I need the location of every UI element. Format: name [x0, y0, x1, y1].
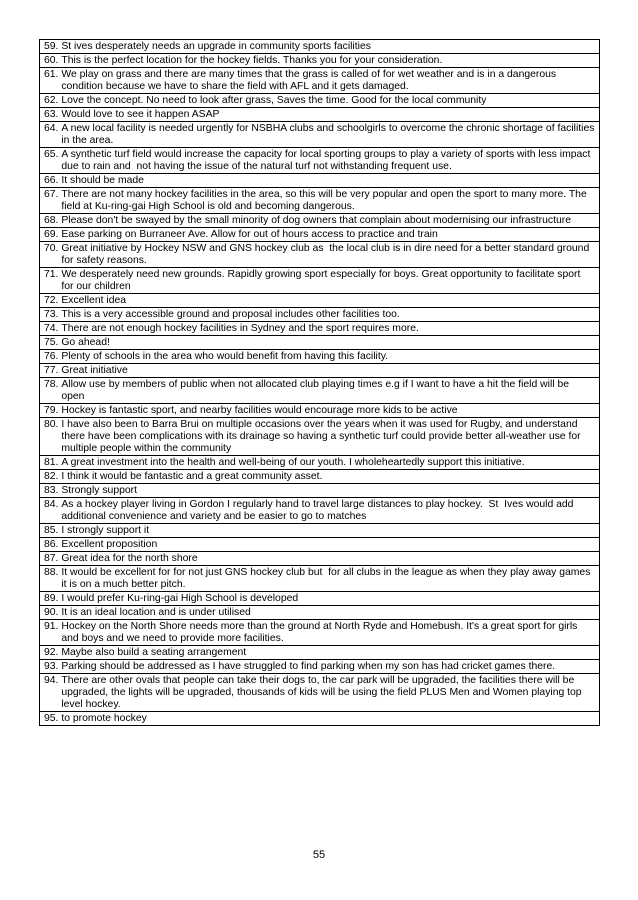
comment-entry [44, 295, 595, 307]
comment-number: 69. [44, 229, 59, 240]
comment-text: It should be made [61, 175, 144, 186]
comment-text: to promote hockey [61, 713, 147, 724]
comment-number: 59. [44, 41, 59, 52]
comment-entry [44, 351, 595, 363]
comment-row [40, 268, 600, 294]
comment-entry [44, 457, 595, 469]
comment-number: 76. [44, 351, 59, 362]
comment-cell [40, 418, 600, 456]
comment-number: 61. [44, 69, 59, 80]
comment-cell [40, 214, 600, 228]
comment-text: Ease parking on Burraneer Ave. Allow for out of hours access to practice and train [61, 229, 438, 240]
comment-row [40, 364, 600, 378]
comment-row [40, 552, 600, 566]
comment-number: 60. [44, 55, 59, 66]
comment-entry [44, 243, 595, 267]
comment-text: I would prefer Ku-ring-gai High School is developed [61, 593, 299, 604]
comment-cell [40, 538, 600, 552]
comment-entry [44, 661, 595, 673]
comment-entry [44, 229, 595, 241]
comment-cell [40, 322, 600, 336]
comment-number: 95. [44, 713, 59, 724]
comment-row [40, 228, 600, 242]
comment-entry [44, 567, 595, 591]
comment-entry [44, 607, 595, 619]
comment-entry [44, 95, 595, 107]
comment-row [40, 308, 600, 322]
comment-text: Maybe also build a seating arrangement [61, 647, 247, 658]
comment-row [40, 350, 600, 364]
comment-text: I have also been to Barra Brui on multiple occasions over the years when it was used for Rugby, and understand there have been complications with its drainage so having a synthetic turf could provide better all-weather use for multiple people within the community [61, 419, 584, 454]
comment-text: Hockey on the North Shore needs more than the ground at North Ryde and Homebush. It's a great sport for girls and boys and we need to provide more facilities. [61, 621, 581, 644]
comment-text: Excellent idea [61, 295, 127, 306]
comment-number: 75. [44, 337, 59, 348]
comment-cell [40, 552, 600, 566]
comment-row [40, 188, 600, 214]
comment-text: We play on grass and there are many times that the grass is called of for wet weather and is in a dangerous condition because we have to share the field with AFL and it gets damaged. [61, 69, 560, 92]
comment-row [40, 336, 600, 350]
comment-text: Strongly support [61, 485, 138, 496]
comment-entry [44, 539, 595, 551]
comment-number: 68. [44, 215, 59, 226]
comment-entry [44, 69, 595, 93]
comment-entry [44, 499, 595, 523]
comment-cell [40, 308, 600, 322]
comment-number: 65. [44, 149, 59, 160]
comment-entry [44, 123, 598, 147]
comment-entry [44, 405, 595, 417]
comments-table [39, 39, 600, 726]
comment-row [40, 674, 600, 712]
comment-cell [40, 54, 600, 68]
comment-cell [40, 592, 600, 606]
comment-text: There are not many hockey facilities in the area, so this will be very popular and open the sport to many more. The field at Ku-ring-gai High School is old and becoming dangerous. [61, 189, 590, 212]
comment-entry [44, 647, 595, 659]
comment-entry [44, 215, 595, 227]
comment-text: I strongly support it [61, 525, 150, 536]
comment-text: Please don't be swayed by the small minority of dog owners that complain about modernising our infrastructure [61, 215, 572, 226]
comment-row [40, 108, 600, 122]
comment-row [40, 712, 600, 726]
comment-cell [40, 606, 600, 620]
comment-text: A synthetic turf field would increase the capacity for local sporting groups to play a variety of sports with less impact due to rain and not having the issue of the natural turf not withstanding frequent use. [61, 149, 594, 172]
comment-row [40, 606, 600, 620]
comment-text: Parking should be addressed as I have struggled to find parking when my son has had cricket games there. [61, 661, 556, 672]
comment-number: 73. [44, 309, 59, 320]
comment-entry [44, 269, 595, 293]
comment-cell [40, 122, 600, 148]
comment-row [40, 404, 600, 418]
comment-row [40, 54, 600, 68]
comment-number: 81. [44, 457, 59, 468]
comment-cell [40, 660, 600, 674]
comment-cell [40, 470, 600, 484]
comment-row [40, 294, 600, 308]
comment-entry [44, 621, 595, 645]
comment-number: 72. [44, 295, 59, 306]
comment-row [40, 620, 600, 646]
comment-cell [40, 40, 600, 54]
comment-row [40, 498, 600, 524]
comment-number: 78. [44, 379, 59, 390]
comment-entry [44, 713, 595, 725]
comment-cell [40, 712, 600, 726]
comment-number: 67. [44, 189, 59, 200]
comment-number: 87. [44, 553, 59, 564]
comment-text: Would love to see it happen ASAP [61, 109, 220, 120]
comment-row [40, 470, 600, 484]
comment-entry [44, 337, 595, 349]
comment-cell [40, 294, 600, 308]
comment-entry [44, 41, 595, 53]
comment-text: It would be excellent for for not just GNS hockey club but for all clubs in the league as when they play away games it is on a much better pitch. [61, 567, 594, 590]
comment-row [40, 174, 600, 188]
comment-number: 83. [44, 485, 59, 496]
comment-cell [40, 378, 600, 404]
comment-text: St ives desperately needs an upgrade in community sports facilities [61, 41, 371, 52]
comment-number: 77. [44, 365, 59, 376]
comment-entry [44, 149, 595, 173]
comment-number: 89. [44, 593, 59, 604]
comment-text: This is the perfect location for the hockey fields. Thanks you for your consideration. [61, 55, 443, 66]
comment-cell [40, 620, 600, 646]
comment-cell [40, 94, 600, 108]
comment-entry [44, 309, 595, 321]
comment-number: 91. [44, 621, 59, 632]
comment-row [40, 242, 600, 268]
comment-cell [40, 350, 600, 364]
comment-entry [44, 471, 595, 483]
comment-cell [40, 174, 600, 188]
comment-cell [40, 484, 600, 498]
comment-number: 63. [44, 109, 59, 120]
comment-text: A new local facility is needed urgently for NSBHA clubs and schoolgirls to overcome the chronic shortage of facilities in the area. [61, 123, 598, 146]
comment-cell [40, 404, 600, 418]
comment-number: 90. [44, 607, 59, 618]
comments-page [39, 39, 600, 726]
comment-row [40, 40, 600, 54]
comment-row [40, 94, 600, 108]
comment-text: Great initiative [61, 365, 128, 376]
comment-number: 82. [44, 471, 59, 482]
comment-row [40, 322, 600, 336]
comment-row [40, 660, 600, 674]
comment-number: 66. [44, 175, 59, 186]
comment-entry [44, 189, 595, 213]
comment-text: Great idea for the north shore [61, 553, 198, 564]
comment-entry [44, 675, 595, 711]
comment-cell [40, 108, 600, 122]
comment-cell [40, 456, 600, 470]
comment-text: Excellent proposition [61, 539, 158, 550]
comment-row [40, 538, 600, 552]
comment-number: 70. [44, 243, 59, 254]
comment-text: Hockey is fantastic sport, and nearby facilities would encourage more kids to be active [61, 405, 458, 416]
comment-cell [40, 242, 600, 268]
comment-cell [40, 148, 600, 174]
comment-row [40, 566, 600, 592]
comment-number: 74. [44, 323, 59, 334]
comment-entry [44, 593, 595, 605]
comment-text: As a hockey player living in Gordon I regularly hand to travel large distances to play hockey. St Ives would add additional convenience and variety and be easier to go to matches [61, 499, 577, 522]
comment-number: 79. [44, 405, 59, 416]
comment-cell [40, 646, 600, 660]
comment-cell [40, 268, 600, 294]
comment-text: There are not enough hockey facilities in Sydney and the sport requires more. [61, 323, 419, 334]
comment-cell [40, 566, 600, 592]
comment-text: There are other ovals that people can take their dogs to, the car park will be upgraded, the facilities there will be upgraded, the lights will be upgraded, thousands of kids will be using the field PLUS Men and Women playing top level hockey. [61, 675, 585, 710]
comment-number: 88. [44, 567, 59, 578]
comment-number: 93. [44, 661, 59, 672]
comment-cell [40, 524, 600, 538]
comment-number: 94. [44, 675, 59, 686]
comment-number: 85. [44, 525, 59, 536]
comment-cell [40, 336, 600, 350]
comment-text: Allow use by members of public when not allocated club playing times e.g if I want to have a hit the field will be open [61, 379, 572, 402]
comment-text: Go ahead! [61, 337, 110, 348]
page-number: 55 [312, 849, 326, 861]
comment-number: 84. [44, 499, 59, 510]
comment-row [40, 68, 600, 94]
comment-text: A great investment into the health and well-being of our youth. I wholeheartedly support this initiative. [61, 457, 525, 468]
comment-text: This is a very accessible ground and proposal includes other facilities too. [61, 309, 400, 320]
comment-cell [40, 674, 600, 712]
comment-cell [40, 228, 600, 242]
comment-row [40, 214, 600, 228]
comment-row [40, 592, 600, 606]
comment-text: Love the concept. No need to look after grass, Saves the time. Good for the local community [61, 95, 487, 106]
comments-table-body [40, 40, 600, 726]
comment-entry [44, 419, 595, 455]
comment-number: 64. [44, 123, 59, 134]
comment-entry [44, 553, 595, 565]
comment-entry [44, 323, 595, 335]
comment-text: Plenty of schools in the area who would benefit from having this facility. [61, 351, 389, 362]
comment-cell [40, 364, 600, 378]
comment-row [40, 378, 600, 404]
comment-entry [44, 175, 595, 187]
comment-text: We desperately need new grounds. Rapidly growing sport especially for boys. Great opportunity to facilitate sport for our children [61, 269, 584, 292]
comment-entry [44, 55, 595, 67]
comment-number: 92. [44, 647, 59, 658]
comment-entry [44, 485, 595, 497]
comment-text: Great initiative by Hockey NSW and GNS hockey club as the local club is in dire need for a better standard ground for safety reasons. [61, 243, 593, 266]
comment-entry [44, 525, 595, 537]
comment-text: It is an ideal location and is under utilised [61, 607, 251, 618]
comment-entry [44, 365, 595, 377]
comment-number: 80. [44, 419, 59, 430]
comment-row [40, 456, 600, 470]
comment-entry [44, 109, 595, 121]
comment-cell [40, 68, 600, 94]
comment-row [40, 122, 600, 148]
comment-row [40, 418, 600, 456]
comment-entry [44, 379, 595, 403]
comment-row [40, 484, 600, 498]
comment-cell [40, 188, 600, 214]
comment-number: 62. [44, 95, 59, 106]
comment-cell [40, 498, 600, 524]
comment-row [40, 148, 600, 174]
comment-row [40, 646, 600, 660]
comment-number: 71. [44, 269, 59, 280]
comment-number: 86. [44, 539, 59, 550]
comment-text: I think it would be fantastic and a great community asset. [61, 471, 323, 482]
comment-row [40, 524, 600, 538]
